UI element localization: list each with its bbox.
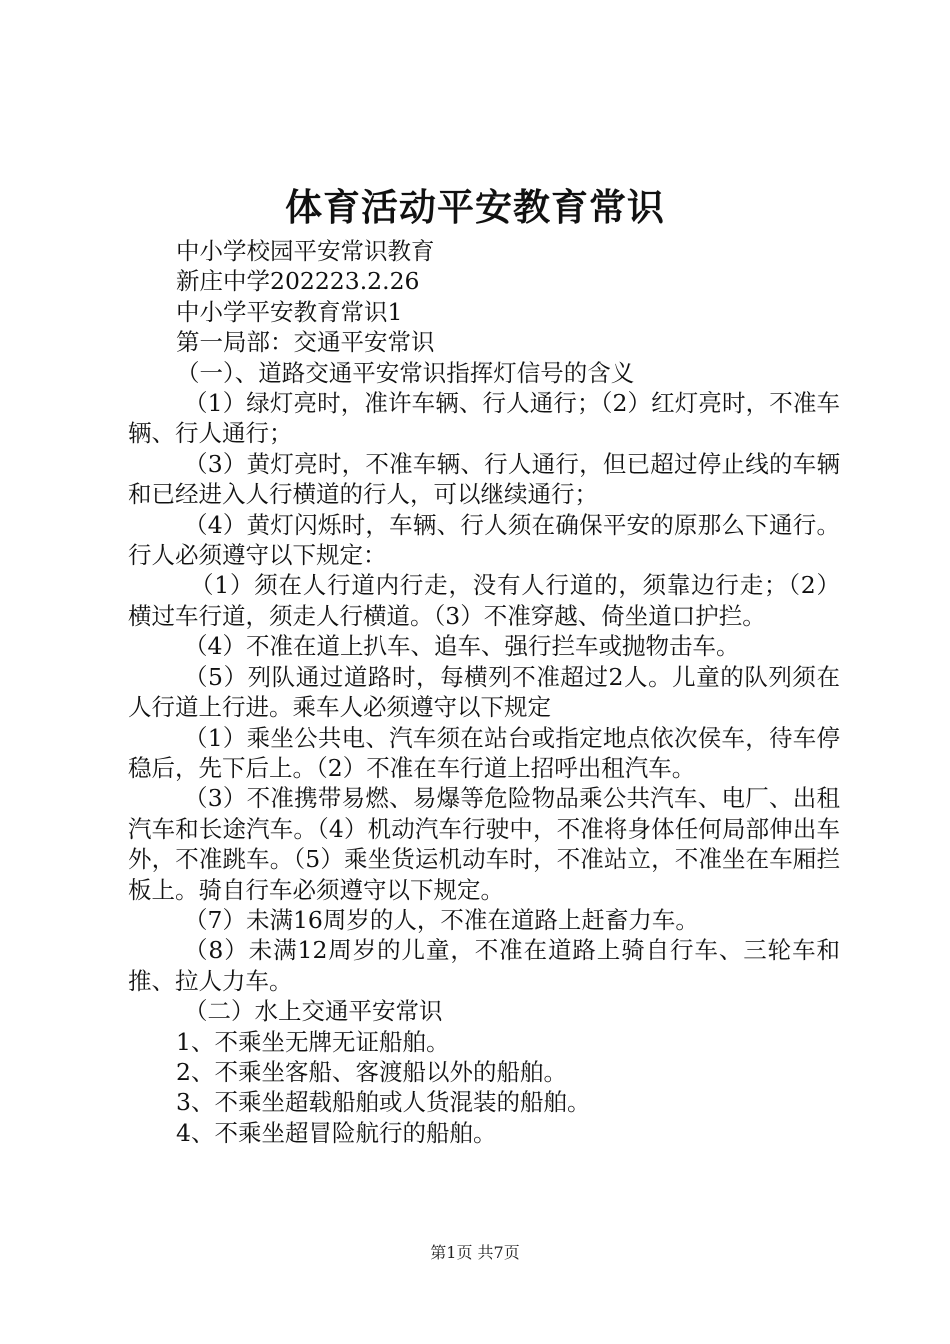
list-item: 4、不乘坐超冒险航行的船舶。 bbox=[176, 1118, 497, 1147]
list-item: 2、不乘坐客船、客渡船以外的船舶。 bbox=[176, 1057, 567, 1086]
paragraph: 中小学校园平安常识教育 bbox=[176, 237, 435, 265]
section-heading: 第一局部：交通平安常识 bbox=[176, 328, 435, 357]
paragraph: （4）不准在道上扒车、追车、强行拦车或抛物击车。 bbox=[184, 632, 740, 661]
subsection-heading: （二）水上交通平安常识 bbox=[184, 997, 443, 1026]
paragraph: （1）乘坐公共电、汽车须在站台或指定地点依次侯车，待车停稳后，先下后上。（2）不准在车行道上招呼出租汽车。 bbox=[128, 723, 840, 782]
paragraph: （3）黄灯亮时，不准车辆、行人通行，但已超过停止线的车辆和已经进入人行横道的行人，可以继续通行； bbox=[128, 449, 840, 509]
paragraph: （3）不准携带易燃、易爆等危险物品乘公共汽车、电厂、出租汽车和长途汽车。（4）机动汽车行驶中，不准将身体任何局部伸出车外，不准跳车。（5）乘坐货运机动车时，不准站立，不准坐在车厢拦板上。骑自行车必须遵守以下规定。 bbox=[128, 784, 840, 904]
paragraph: 中小学平安教育常识1 bbox=[176, 297, 403, 326]
paragraph: （4）黄灯闪烁时，车辆、行人须在确保平安的原那么下通行。行人必须遵守以下规定： bbox=[128, 510, 840, 570]
page-footer: 第1页 共7页 bbox=[430, 1243, 520, 1262]
paragraph: （7）未满16周岁的人，不准在道路上赶畜力车。 bbox=[184, 905, 699, 934]
paragraph: （8）未满12周岁的儿童，不准在道路上骑自行车、三轮车和推、拉人力车。 bbox=[128, 936, 840, 995]
paragraph: （1）绿灯亮时，准许车辆、行人通行；（2）红灯亮时，不准车辆、行人通行； bbox=[128, 389, 840, 448]
paragraph: （5）列队通过道路时，每横列不准超过2人。儿童的队列须在人行道上行进。乘车人必须遵守以下规定 bbox=[128, 662, 840, 722]
paragraph: 新庄中学202223.2.26 bbox=[176, 267, 420, 296]
document-title: 体育活动平安教育常识 bbox=[285, 186, 665, 229]
subsection-heading: （一）、道路交通平安常识指挥灯信号的含义 bbox=[176, 358, 635, 387]
paragraph: （1）须在人行道内行走，没有人行道的，须靠边行走；（2）横过车行道，须走人行横道。（3）不准穿越、倚坐道口护拦。 bbox=[128, 571, 840, 630]
list-item: 1、不乘坐无牌无证船舶。 bbox=[176, 1027, 450, 1056]
document-body bbox=[128, 236, 840, 1148]
list-item: 3、不乘坐超载船舶或人货混装的船舶。 bbox=[176, 1088, 591, 1117]
